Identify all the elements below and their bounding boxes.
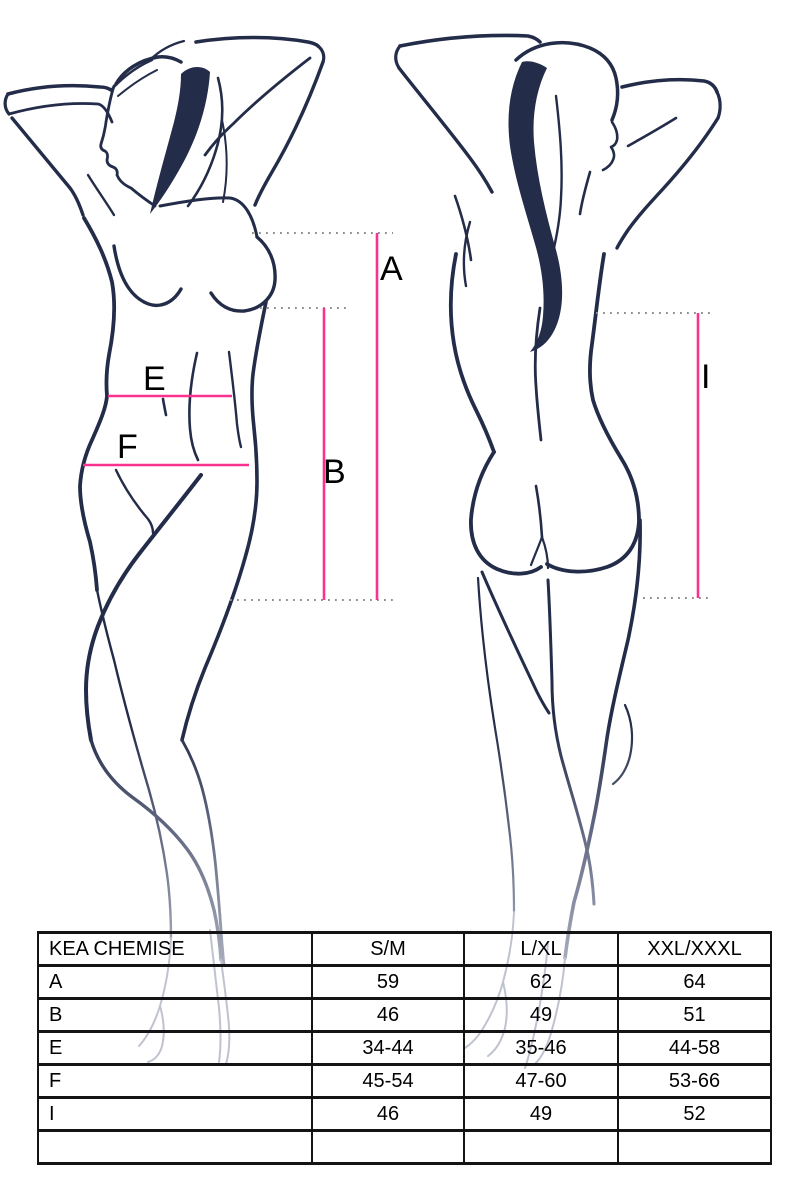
front-waist-contour-line bbox=[229, 352, 241, 447]
table-row bbox=[38, 1065, 771, 1098]
table-cell: 51 bbox=[618, 999, 771, 1032]
measurement-label-a: A bbox=[380, 250, 403, 288]
back-hair-mass bbox=[509, 61, 563, 352]
table-cell: 64 bbox=[618, 966, 771, 999]
table-cell: 47-60 bbox=[464, 1065, 618, 1098]
back-right-forearm-under-line bbox=[628, 118, 676, 146]
row-label-b: B bbox=[38, 999, 312, 1032]
back-face-profile-line bbox=[603, 122, 617, 170]
front-neck-shoulder-line bbox=[160, 198, 257, 237]
back-right-arm-inner-line bbox=[617, 118, 718, 248]
table-row bbox=[38, 1098, 771, 1131]
table-cell: 46 bbox=[312, 1098, 464, 1131]
front-left-shoulder-line bbox=[88, 175, 114, 215]
table-cell: 53-66 bbox=[618, 1065, 771, 1098]
front-navel-mark bbox=[163, 399, 166, 415]
size-table bbox=[37, 931, 772, 1165]
back-left-thigh-line bbox=[482, 572, 549, 713]
table-cell: 52 bbox=[618, 1098, 771, 1131]
back-left-buttock-line bbox=[471, 452, 541, 574]
table-cell: 46 bbox=[312, 999, 464, 1032]
back-cleft-branch-left bbox=[531, 537, 542, 565]
front-right-upper-arm-line bbox=[255, 62, 323, 205]
size-table-header-row bbox=[38, 933, 771, 966]
back-cleft-branch-right bbox=[542, 537, 548, 568]
front-abdomen-line bbox=[189, 353, 198, 460]
front-bikini-fold-line bbox=[116, 470, 153, 533]
measurement-label-f: F bbox=[117, 428, 138, 466]
back-left-torso-line bbox=[451, 254, 494, 452]
table-cell: 35-46 bbox=[464, 1032, 618, 1065]
back-left-arm-top-line bbox=[400, 35, 540, 46]
row-label-f: F bbox=[38, 1065, 312, 1098]
front-right-elbow-line bbox=[318, 46, 324, 62]
table-cell: 34-44 bbox=[312, 1032, 464, 1065]
front-right-arm-top-line bbox=[196, 38, 318, 47]
table-cell: 49 bbox=[464, 1098, 618, 1131]
back-right-elbow-line bbox=[717, 92, 720, 118]
table-cell: 45-54 bbox=[312, 1065, 464, 1098]
back-right-buttock-line bbox=[547, 458, 639, 572]
back-right-leg-outer-line bbox=[565, 520, 640, 958]
table-cell: 44-58 bbox=[618, 1032, 771, 1065]
table-cell: 59 bbox=[312, 966, 464, 999]
row-label-a: A bbox=[38, 966, 312, 999]
table-row-empty bbox=[38, 1131, 771, 1164]
front-left-arm-top-line bbox=[8, 86, 111, 94]
front-face-profile-line bbox=[101, 86, 155, 206]
measurement-label-b: B bbox=[323, 453, 346, 491]
front-figure-drawing bbox=[5, 38, 324, 1065]
front-left-breast-line bbox=[114, 246, 181, 305]
front-left-torso-line bbox=[80, 218, 114, 590]
column-header-sm: S/M bbox=[312, 933, 464, 966]
front-left-upper-arm-line bbox=[12, 118, 83, 215]
measurement-lines bbox=[83, 233, 698, 600]
measurement-label-e: E bbox=[143, 360, 166, 398]
back-spine-line bbox=[535, 308, 541, 440]
table-row bbox=[38, 966, 771, 999]
table-title-cell: KEA CHEMISE bbox=[38, 933, 312, 966]
front-calf-line bbox=[91, 740, 221, 960]
front-back-leg-line bbox=[97, 590, 171, 938]
table-cell: 49 bbox=[464, 999, 618, 1032]
row-label-i: I bbox=[38, 1098, 312, 1131]
empty-cell bbox=[618, 1131, 771, 1164]
front-left-forearm-under-line bbox=[9, 103, 112, 122]
row-label-e: E bbox=[38, 1032, 312, 1065]
measurement-label-i: I bbox=[701, 358, 711, 396]
back-right-torso-line bbox=[590, 254, 621, 458]
back-left-arm-inner-line bbox=[399, 68, 492, 192]
back-right-arm-top-line bbox=[622, 80, 717, 92]
front-right-forearm-inner-line bbox=[205, 58, 310, 155]
back-left-elbow-line bbox=[396, 46, 400, 68]
column-header-xxlxxxl: XXL/XXXL bbox=[618, 933, 771, 966]
empty-cell bbox=[464, 1131, 618, 1164]
back-figure-drawing bbox=[396, 35, 720, 1068]
empty-cell bbox=[312, 1131, 464, 1164]
column-header-lxl: L/XL bbox=[464, 933, 618, 966]
front-left-elbow-line bbox=[5, 94, 9, 114]
back-cleft-line bbox=[536, 486, 542, 537]
back-neck-line bbox=[580, 172, 590, 214]
table-cell: 62 bbox=[464, 966, 618, 999]
back-knee-crescent-line bbox=[613, 705, 632, 784]
table-row bbox=[38, 999, 771, 1032]
front-right-breast-line bbox=[211, 237, 275, 311]
table-row bbox=[38, 1032, 771, 1065]
empty-cell bbox=[38, 1131, 312, 1164]
front-hair-mass bbox=[150, 67, 210, 214]
back-inner-leg-line bbox=[548, 580, 594, 904]
